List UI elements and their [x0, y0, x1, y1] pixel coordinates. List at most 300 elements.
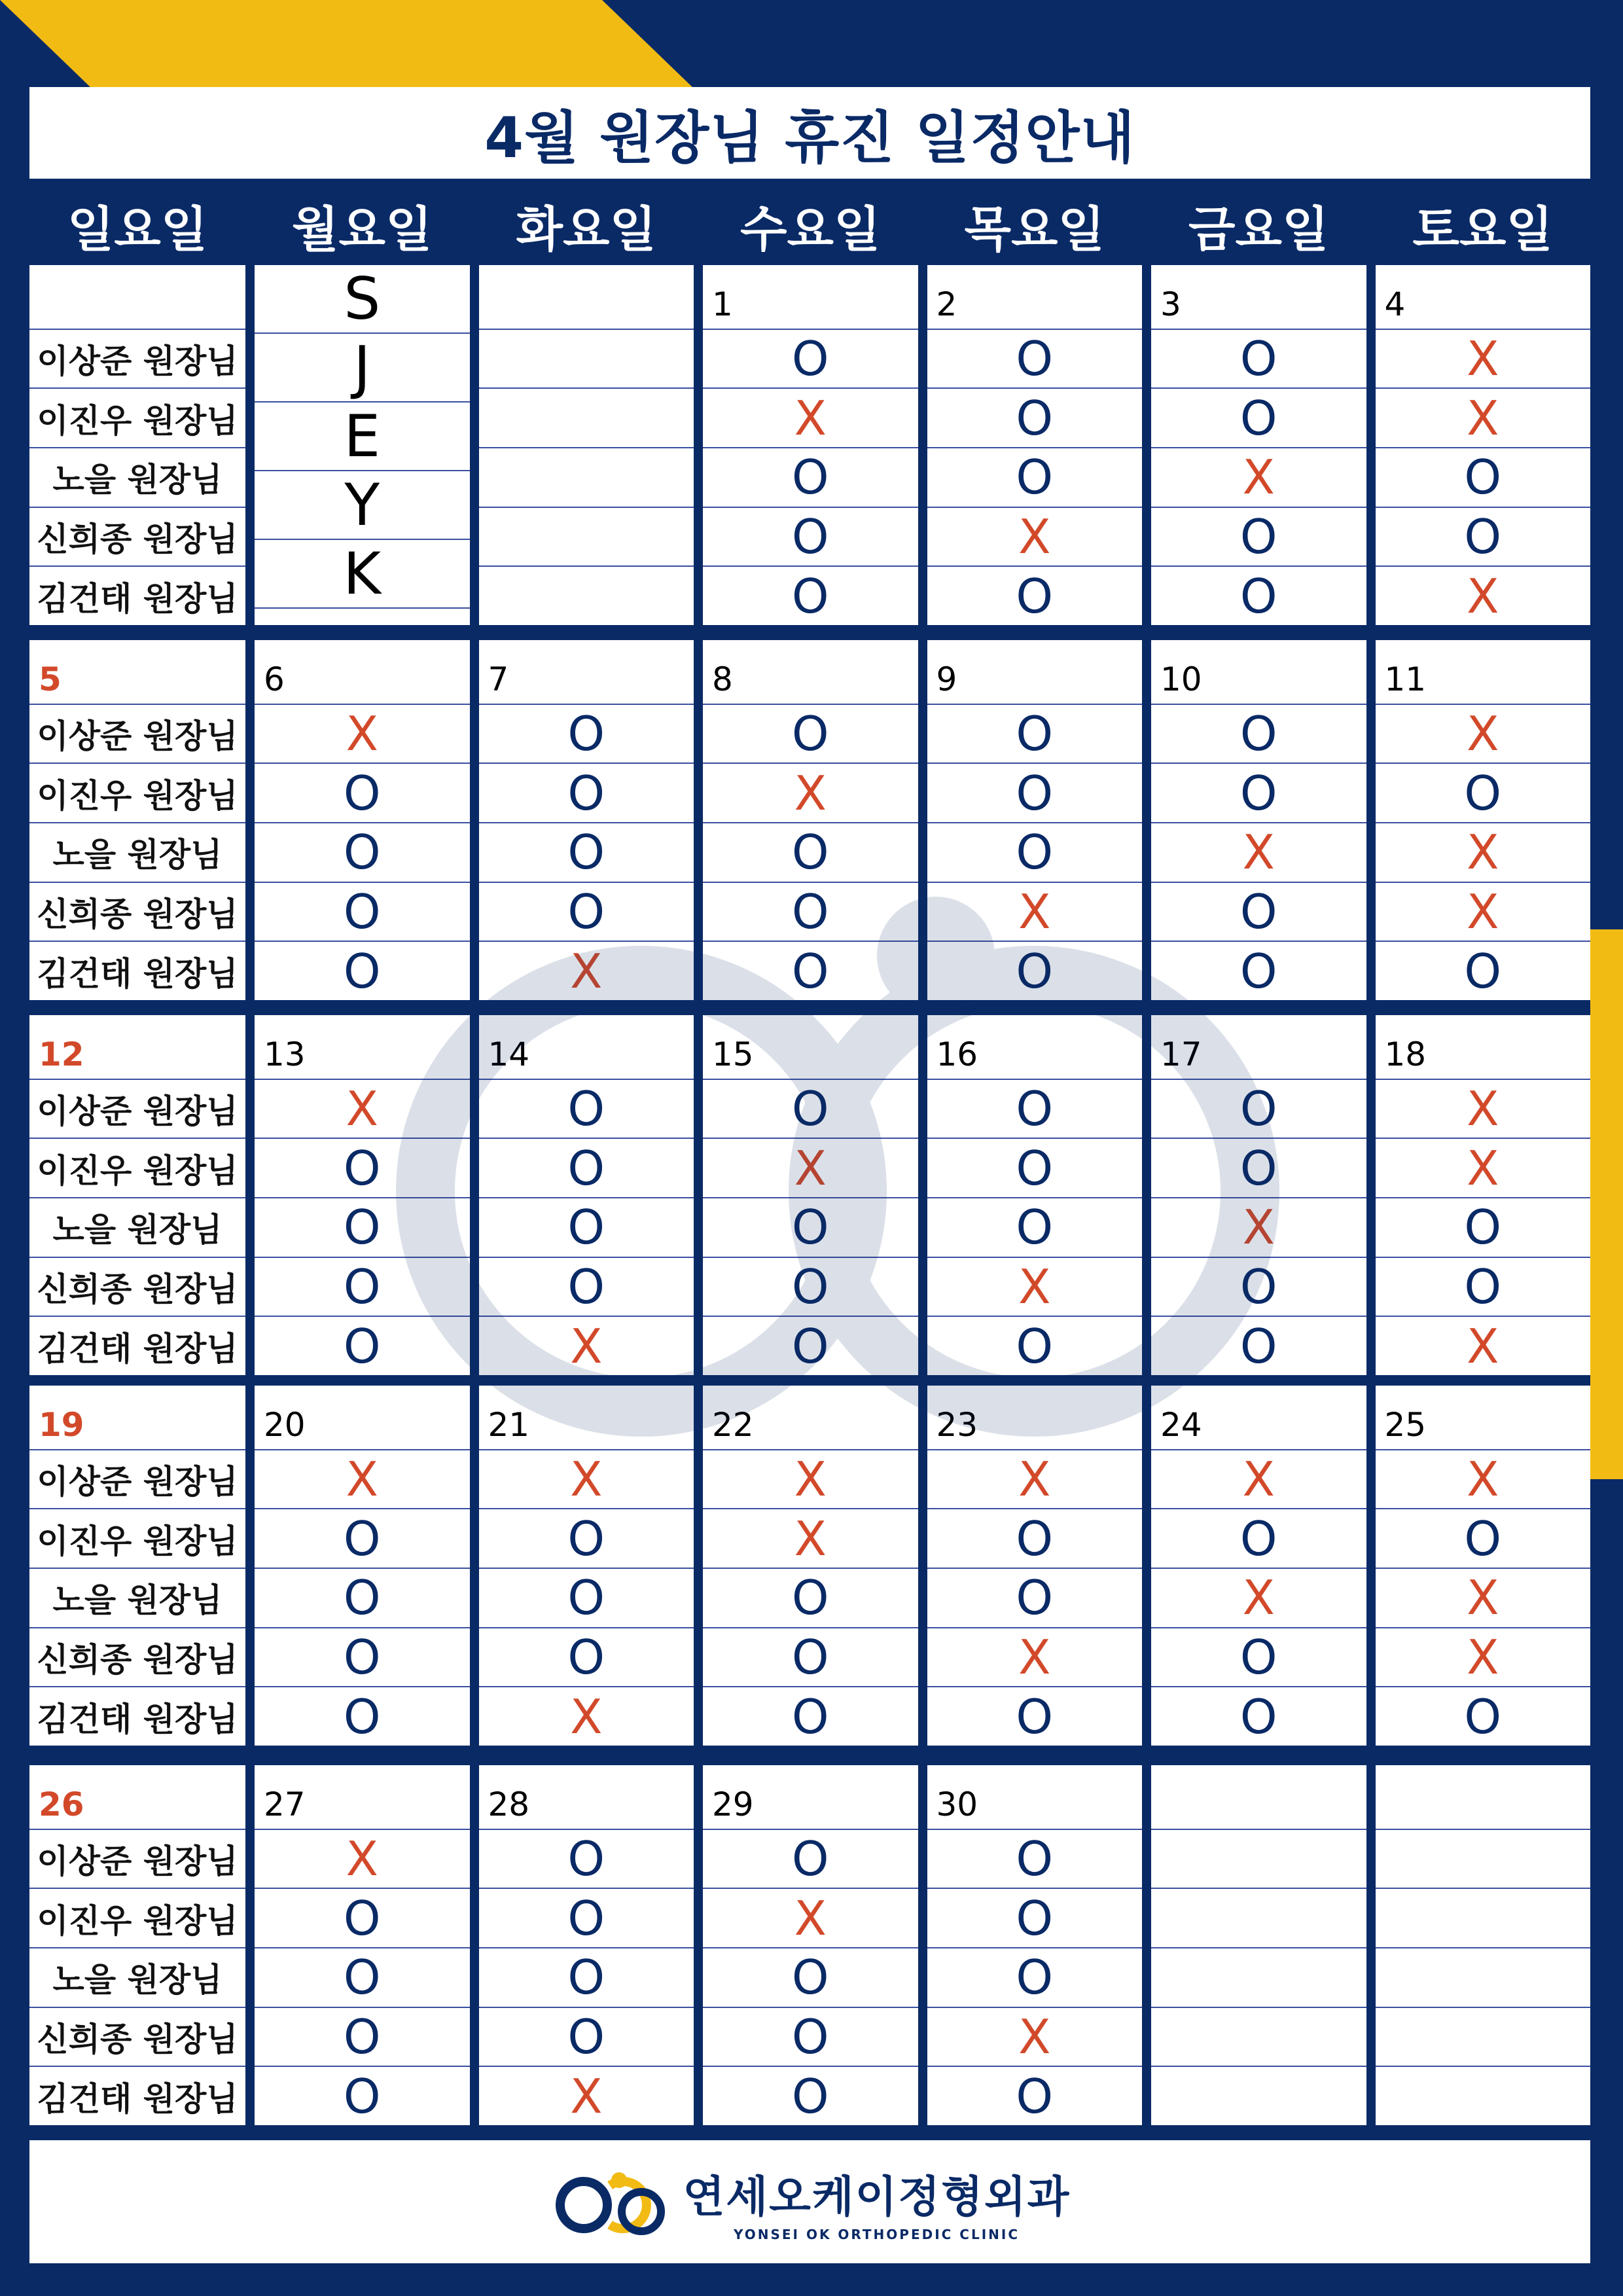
open-mark: O: [1016, 1890, 1054, 1946]
sunday-date: 12: [39, 1035, 84, 1073]
mark-row: [479, 448, 694, 508]
date-row: [1151, 640, 1366, 705]
doctor-row: [29, 1198, 245, 1258]
open-mark: O: [1016, 1318, 1054, 1374]
doctor-row: [29, 942, 245, 1000]
open-mark: O: [343, 1511, 381, 1566]
closed-mark: X: [346, 706, 378, 761]
open-mark: O: [343, 2009, 381, 2065]
date-row: [703, 1765, 918, 1830]
mark-row: [255, 1450, 470, 1510]
mark-row: [927, 508, 1143, 567]
open-mark: O: [567, 1570, 605, 1626]
mark-row: [927, 1687, 1143, 1746]
day-column: [927, 1015, 1143, 1375]
mark-row: [1376, 942, 1591, 1000]
open-mark: O: [343, 2068, 381, 2124]
mark-row: [1376, 1830, 1591, 1890]
open-mark: O: [791, 706, 829, 761]
date-row: [479, 1765, 694, 1830]
closed-mark: X: [794, 390, 827, 446]
open-mark: O: [567, 765, 605, 821]
day-number: 29: [712, 1785, 754, 1823]
open-mark: O: [1240, 1259, 1277, 1315]
clinic-name-korean: 연세오케이정형외과: [683, 2171, 1071, 2222]
mark-row: [255, 1830, 470, 1890]
date-row: [479, 265, 694, 330]
open-mark: O: [1240, 1318, 1277, 1374]
closed-mark: X: [570, 1318, 603, 1374]
mark-row: [1376, 1080, 1591, 1139]
open-mark: O: [567, 1259, 605, 1315]
mark-row: [255, 1687, 470, 1746]
open-mark: O: [1464, 943, 1502, 999]
day-number: 21: [488, 1405, 530, 1444]
mark-row: [703, 1569, 918, 1628]
page-title: 4월 원장님 휴진 일정안내: [484, 105, 1135, 171]
doctor-name: 노을 원장님: [52, 1581, 223, 1620]
mark-row: [1151, 2067, 1366, 2125]
mark-row: [1151, 508, 1366, 567]
open-mark: O: [1016, 390, 1054, 446]
day-number: 9: [936, 660, 957, 698]
mark-row: [255, 1569, 470, 1628]
title-bar: [29, 87, 1590, 179]
closed-mark: X: [570, 2068, 603, 2124]
date-row: [1151, 1765, 1366, 1830]
date-row: [927, 265, 1143, 330]
open-mark: O: [567, 1831, 605, 1886]
mark-row: [479, 2008, 694, 2068]
date-row: [255, 1015, 470, 1080]
date-row: [703, 1386, 918, 1450]
mark-row: [1376, 1450, 1591, 1510]
open-mark: O: [1240, 1511, 1277, 1566]
date-row: [927, 1386, 1143, 1450]
mark-row: [927, 1509, 1143, 1569]
mark-row: [927, 1139, 1143, 1198]
doctor-name: 이상준 원장님: [37, 1842, 238, 1880]
mark-row: [1151, 2008, 1366, 2068]
doctor-name: 김건태 원장님: [37, 1329, 238, 1368]
closed-mark: X: [794, 1511, 827, 1566]
mark-row: [927, 1889, 1143, 1948]
mark-row: [1151, 705, 1366, 764]
mark-row: [1376, 705, 1591, 764]
day-number: 4: [1384, 285, 1406, 323]
closed-mark: X: [1467, 1318, 1499, 1374]
date-row: [1376, 640, 1591, 705]
doctor-name: 노을 원장님: [52, 461, 223, 499]
doctor-name: 이상준 원장님: [37, 342, 238, 380]
doctor-name: 이진우 원장님: [37, 776, 238, 815]
closed-mark: X: [346, 1831, 378, 1886]
mark-row: [703, 448, 918, 508]
mark-row: [1151, 1317, 1366, 1375]
doctor-row: [29, 1687, 245, 1746]
doctor-row: [29, 764, 245, 823]
sunday-date: 19: [39, 1405, 84, 1444]
open-mark: O: [1016, 331, 1054, 386]
doctor-column: [29, 1765, 245, 2125]
day-number: 6: [264, 660, 285, 698]
mark-row: [479, 1569, 694, 1628]
day-number: 20: [264, 1405, 306, 1444]
mark-row: [703, 330, 918, 389]
sjeyk-letter: J: [353, 334, 371, 401]
yonsei-ok-logo-icon: [550, 2166, 668, 2238]
weekday-thu: 목요일: [964, 202, 1105, 258]
mark-row: [1151, 1628, 1366, 1688]
mark-row: [1376, 567, 1591, 625]
open-mark: O: [1464, 1511, 1502, 1566]
doctor-name: 신희종 원장님: [37, 520, 238, 559]
day-number: 27: [264, 1785, 306, 1823]
sunday-date: 26: [39, 1785, 84, 1823]
mark-row: [1151, 1830, 1366, 1890]
mark-row: [1376, 508, 1591, 567]
mark-row: [927, 942, 1143, 1000]
mark-row: [1376, 2067, 1591, 2125]
mark-row: [255, 1889, 470, 1948]
mark-row: [255, 705, 470, 764]
date-row: [1151, 265, 1366, 330]
doctor-row: [29, 1628, 245, 1688]
open-mark: O: [567, 1950, 605, 2005]
open-mark: O: [1240, 706, 1277, 761]
open-mark: O: [1240, 568, 1277, 624]
mark-row: [479, 1258, 694, 1318]
mark-row: [1376, 1569, 1591, 1628]
mark-row: [479, 1139, 694, 1198]
open-mark: O: [1016, 568, 1054, 624]
mark-row: [479, 1080, 694, 1139]
calendar-week: [29, 265, 1590, 625]
doctor-row: [29, 389, 245, 448]
date-row: [29, 1015, 245, 1080]
open-mark: O: [1016, 1689, 1054, 1744]
open-mark: O: [1016, 1081, 1054, 1136]
day-number: 11: [1384, 660, 1427, 698]
mark-row: [255, 1258, 470, 1318]
closed-mark: X: [1018, 1630, 1051, 1685]
open-mark: O: [343, 1140, 381, 1196]
open-mark: O: [1016, 825, 1054, 880]
date-row: [1376, 1015, 1591, 1080]
mark-row: [927, 1258, 1143, 1318]
mark-row: [479, 1450, 694, 1510]
date-row: [255, 1765, 470, 1830]
calendar-week: [29, 1765, 1590, 2125]
doctor-row: [29, 1450, 245, 1510]
mark-row: [927, 1198, 1143, 1258]
open-mark: O: [343, 1570, 381, 1626]
doctor-name: 신희종 원장님: [37, 2020, 238, 2059]
open-mark: O: [1464, 1689, 1502, 1744]
closed-mark: X: [794, 765, 827, 821]
open-mark: O: [1240, 331, 1277, 386]
day-number: 13: [264, 1035, 306, 1073]
mark-row: [255, 883, 470, 942]
open-mark: O: [343, 943, 381, 999]
open-mark: O: [567, 1890, 605, 1946]
open-mark: O: [567, 884, 605, 940]
mark-row: [703, 1628, 918, 1688]
mark-row: [927, 823, 1143, 883]
day-column: [1376, 1015, 1591, 1375]
closed-mark: X: [570, 1452, 603, 1507]
doctor-row: [29, 823, 245, 883]
open-mark: O: [1240, 509, 1277, 565]
mark-row: [1151, 1080, 1366, 1139]
day-column: [927, 1386, 1143, 1746]
open-mark: O: [1016, 2068, 1054, 2124]
mark-row: [703, 1450, 918, 1510]
mark-row: [1376, 330, 1591, 389]
closed-mark: X: [1467, 568, 1499, 624]
open-mark: O: [791, 1259, 829, 1315]
open-mark: O: [1016, 706, 1054, 761]
day-column: [1376, 1765, 1591, 2125]
mark-row: [1151, 330, 1366, 389]
date-row: [255, 265, 470, 334]
open-mark: O: [343, 1318, 381, 1374]
open-mark: O: [343, 765, 381, 821]
open-mark: O: [1464, 509, 1502, 565]
mark-row: [479, 1687, 694, 1746]
mark-row: [479, 1889, 694, 1948]
day-column: [1376, 640, 1591, 1000]
closed-mark: X: [1018, 2009, 1051, 2065]
mark-row: [1376, 448, 1591, 508]
mark-row: [255, 1080, 470, 1139]
sunday-date: 5: [39, 660, 62, 698]
open-mark: O: [791, 1950, 829, 2005]
open-mark: O: [1240, 765, 1277, 821]
closed-mark: X: [1242, 450, 1275, 505]
doctor-row: [29, 2067, 245, 2125]
mark-row: [1151, 1258, 1366, 1318]
closed-mark: X: [1242, 1200, 1275, 1255]
sjeyk-letter: E: [344, 403, 381, 470]
closed-mark: X: [570, 943, 603, 999]
open-mark: O: [1016, 1950, 1054, 2005]
closed-mark: X: [1467, 390, 1499, 446]
open-mark: O: [1240, 1689, 1277, 1744]
mark-row: [1151, 567, 1366, 625]
closed-mark: X: [1467, 1081, 1499, 1136]
mark-row: [1376, 389, 1591, 448]
open-mark: O: [791, 1689, 829, 1744]
day-column: [703, 265, 918, 625]
mark-row: [703, 389, 918, 448]
day-column: [255, 1015, 470, 1375]
mark-row: [1151, 883, 1366, 942]
clinic-logo: [550, 2162, 1071, 2242]
mark-row: [927, 705, 1143, 764]
doctor-row: [29, 567, 245, 625]
mark-row: [479, 1628, 694, 1688]
mark-row: [927, 2008, 1143, 2068]
doctor-name: 이상준 원장님: [37, 717, 238, 755]
closed-mark: X: [1242, 825, 1275, 880]
open-mark: O: [1240, 1081, 1277, 1136]
open-mark: O: [567, 2009, 605, 2065]
mark-row: [1376, 1139, 1591, 1198]
mark-row: [1151, 1687, 1366, 1746]
weekday-mon: 월요일: [292, 202, 433, 258]
mark-row: [927, 2067, 1143, 2125]
day-column: [1376, 265, 1591, 625]
mark-row: [255, 471, 470, 540]
open-mark: O: [1464, 765, 1502, 821]
mark-row: [255, 540, 470, 609]
date-row: [703, 640, 918, 705]
day-column: [1151, 265, 1366, 625]
closed-mark: X: [570, 1689, 603, 1744]
doctor-column: [29, 1015, 245, 1375]
mark-row: [479, 2067, 694, 2125]
open-mark: O: [791, 450, 829, 505]
day-number: 18: [1384, 1035, 1427, 1073]
doctor-row: [29, 1509, 245, 1569]
doctor-name: 김건태 원장님: [37, 1700, 238, 1738]
closed-mark: X: [1242, 1452, 1275, 1507]
mark-row: [1151, 942, 1366, 1000]
day-column: [479, 640, 694, 1000]
day-column: [1151, 1015, 1366, 1375]
mark-row: [703, 1080, 918, 1139]
mark-row: [1151, 1889, 1366, 1948]
day-column: [255, 640, 470, 1000]
mark-row: [479, 1509, 694, 1569]
mark-row: [703, 1509, 918, 1569]
mark-row: [1376, 1258, 1591, 1318]
mark-row: [703, 1948, 918, 2008]
open-mark: O: [791, 1200, 829, 1255]
closed-mark: X: [1018, 509, 1051, 565]
mark-row: [479, 823, 694, 883]
mark-row: [1376, 764, 1591, 823]
day-number: 1: [712, 285, 733, 323]
open-mark: O: [1016, 765, 1054, 821]
open-mark: O: [1016, 1200, 1054, 1255]
day-number: 8: [712, 660, 733, 698]
day-number: 28: [488, 1785, 530, 1823]
open-mark: O: [1240, 943, 1277, 999]
mark-row: [255, 334, 470, 403]
mark-row: [703, 1258, 918, 1318]
open-mark: O: [1016, 1511, 1054, 1566]
calendar-week: [29, 640, 1590, 1000]
open-mark: O: [343, 1200, 381, 1255]
closed-mark: X: [794, 1890, 827, 1946]
mark-row: [927, 1317, 1143, 1375]
day-column: [703, 640, 918, 1000]
mark-row: [1151, 1569, 1366, 1628]
open-mark: O: [567, 1511, 605, 1566]
open-mark: O: [791, 943, 829, 999]
mark-row: [1376, 1317, 1591, 1375]
mark-row: [703, 1687, 918, 1746]
open-mark: O: [1016, 943, 1054, 999]
day-column: [479, 1386, 694, 1746]
date-row: [479, 1015, 694, 1080]
mark-row: [1376, 1198, 1591, 1258]
mark-row: [1151, 1509, 1366, 1569]
date-row: [255, 640, 470, 705]
mark-row: [1376, 823, 1591, 883]
doctor-column: [29, 1386, 245, 1746]
doctor-row: [29, 1317, 245, 1375]
open-mark: O: [1464, 1200, 1502, 1255]
mark-row: [479, 1830, 694, 1890]
weekday-sun: 일요일: [67, 202, 208, 258]
date-row: [1151, 1015, 1366, 1080]
closed-mark: X: [1467, 1630, 1499, 1685]
corner-decoration-yellow: [0, 0, 694, 88]
day-number: 22: [712, 1405, 754, 1444]
open-mark: O: [1016, 1831, 1054, 1886]
mark-row: [703, 567, 918, 625]
mark-row: [1151, 1198, 1366, 1258]
mark-row: [479, 1198, 694, 1258]
doctor-row: [29, 1948, 245, 2008]
open-mark: O: [791, 1630, 829, 1685]
closed-mark: X: [1018, 1452, 1051, 1507]
doctor-name: 김건태 원장님: [37, 954, 238, 993]
day-number: 30: [936, 1785, 978, 1823]
sjeyk-letter: K: [343, 540, 382, 607]
day-column: [927, 640, 1143, 1000]
mark-row: [927, 1628, 1143, 1688]
open-mark: O: [343, 1630, 381, 1685]
open-mark: O: [1464, 450, 1502, 505]
mark-row: [1376, 1948, 1591, 2008]
mark-row: [479, 705, 694, 764]
weekday-header: [29, 190, 1590, 262]
doctor-name: 노을 원장님: [52, 1211, 223, 1249]
day-column: [703, 1386, 918, 1746]
mark-row: [927, 883, 1143, 942]
open-mark: O: [791, 509, 829, 565]
doctor-row: [29, 2008, 245, 2068]
mark-row: [479, 567, 694, 625]
date-row: [703, 1015, 918, 1080]
mark-row: [703, 823, 918, 883]
day-column: [927, 265, 1143, 625]
open-mark: O: [791, 568, 829, 624]
open-mark: O: [343, 1689, 381, 1744]
doctor-name: 이상준 원장님: [37, 1463, 238, 1501]
mark-row: [479, 883, 694, 942]
date-row: [1376, 1386, 1591, 1450]
mark-row: [703, 1889, 918, 1948]
mark-row: [255, 1948, 470, 2008]
open-mark: O: [791, 2009, 829, 2065]
date-row: [29, 265, 245, 330]
open-mark: O: [343, 1259, 381, 1315]
mark-row: [1376, 1509, 1591, 1569]
closed-mark: X: [1018, 1259, 1051, 1315]
closed-mark: X: [1467, 706, 1499, 761]
date-row: [479, 640, 694, 705]
open-mark: O: [791, 331, 829, 386]
doctor-row: [29, 1830, 245, 1890]
closed-mark: X: [1018, 884, 1051, 940]
mark-row: [927, 1080, 1143, 1139]
mark-row: [1376, 883, 1591, 942]
